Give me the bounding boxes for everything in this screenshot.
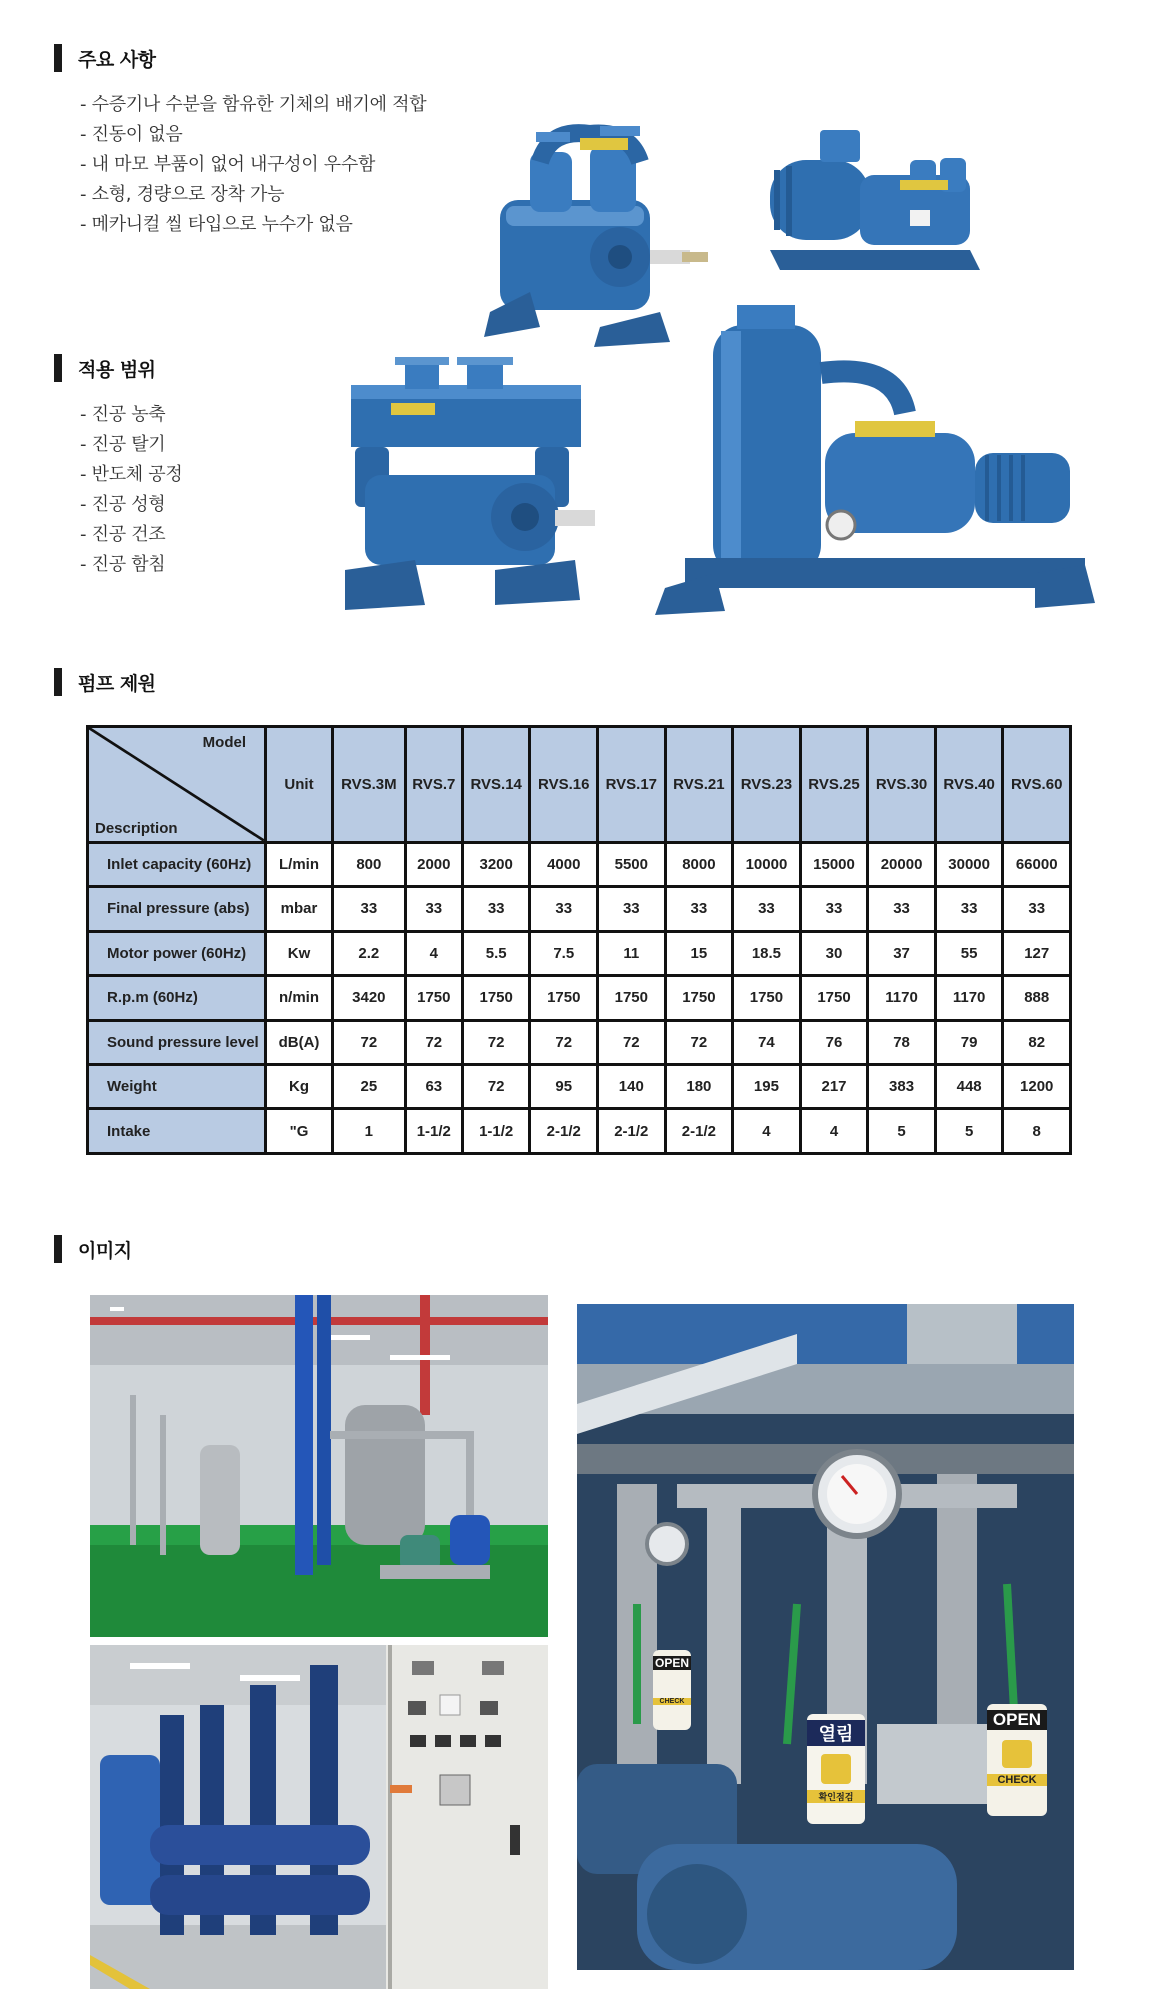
gallery-title: 이미지 (78, 1239, 132, 1262)
table-cell: 4000 (530, 842, 598, 886)
list-item: - 내 마모 부품이 없어 내구성이 우수함 (80, 154, 376, 175)
row-label: Motor power (60Hz) (88, 931, 266, 975)
table-cell: 72 (530, 1020, 598, 1064)
table-cell: 72 (462, 1064, 530, 1108)
list-item: - 진동이 없음 (80, 124, 183, 145)
specs-title: 펌프 제원 (78, 672, 156, 695)
table-cell: 800 (333, 842, 406, 886)
table-cell: 2.2 (333, 931, 406, 975)
row-unit: Kg (266, 1064, 333, 1108)
table-cell: 55 (935, 931, 1003, 975)
table-cell: 33 (1003, 887, 1071, 931)
table-row (88, 976, 1071, 1020)
applications-heading (54, 353, 156, 383)
row-unit: "G (266, 1109, 333, 1154)
table-cell: 72 (405, 1020, 462, 1064)
applications-list (80, 400, 182, 580)
row-unit: mbar (266, 887, 333, 931)
table-cell: 8000 (665, 842, 733, 886)
table-cell: 888 (1003, 976, 1071, 1020)
table-cell: 74 (733, 1020, 801, 1064)
table-cell: 33 (868, 887, 936, 931)
table-cell: 8 (1003, 1109, 1071, 1154)
header-unit: Unit (266, 727, 333, 843)
table-row (88, 931, 1071, 975)
table-cell: 95 (530, 1064, 598, 1108)
table-cell: 195 (733, 1064, 801, 1108)
table-cell: 1200 (1003, 1064, 1071, 1108)
tag-open-kr-label: 열림 (807, 1720, 865, 1746)
features-list (80, 90, 426, 240)
table-cell: 4 (733, 1109, 801, 1154)
list-item: - 진공 성형 (80, 494, 166, 515)
table-cell: 30000 (935, 842, 1003, 886)
table-cell: 1750 (598, 976, 666, 1020)
table-cell: 2-1/2 (665, 1109, 733, 1154)
table-cell: 4 (405, 931, 462, 975)
photo-valves-with-tags (577, 1304, 1074, 1970)
table-row (88, 1064, 1071, 1108)
list-item: - 메카니컬 씰 타입으로 누수가 없음 (80, 214, 353, 235)
features-heading (54, 43, 156, 73)
features-title: 주요 사항 (78, 48, 156, 71)
table-cell: 33 (462, 887, 530, 931)
table-row (88, 1020, 1071, 1064)
table-cell: 1750 (733, 976, 801, 1020)
heading-bar (54, 1235, 62, 1263)
header-description-label: Description (95, 819, 178, 837)
table-cell: 3200 (462, 842, 530, 886)
row-label: Inlet capacity (60Hz) (88, 842, 266, 886)
tag-check-label: CHECK (653, 1698, 691, 1705)
table-cell: 79 (935, 1020, 1003, 1064)
header-model-label: Model (202, 734, 246, 751)
table-cell: 72 (598, 1020, 666, 1064)
table-cell: 1170 (935, 976, 1003, 1020)
table-cell: 15 (665, 931, 733, 975)
header-model: RVS.23 (733, 727, 801, 843)
header-model: RVS.60 (1003, 727, 1071, 843)
table-row (88, 887, 1071, 931)
header-model: RVS.17 (598, 727, 666, 843)
pump-image-compact (760, 120, 1000, 280)
table-cell: 2000 (405, 842, 462, 886)
heading-bar (54, 668, 62, 696)
row-label: Final pressure (abs) (88, 887, 266, 931)
table-cell: 20000 (868, 842, 936, 886)
heading-bar (54, 44, 62, 72)
table-cell: 5.5 (462, 931, 530, 975)
gallery-heading (54, 1234, 132, 1264)
table-cell: 33 (665, 887, 733, 931)
row-label: Weight (88, 1064, 266, 1108)
table-cell: 180 (665, 1064, 733, 1108)
table-cell: 63 (405, 1064, 462, 1108)
table-row (88, 1109, 1071, 1154)
list-item: - 진공 농축 (80, 404, 166, 425)
header-model-description (88, 727, 266, 843)
table-cell: 5 (935, 1109, 1003, 1154)
tag-open-label: OPEN (654, 1656, 689, 1670)
list-item: - 진공 탈기 (80, 434, 166, 455)
table-cell: 1750 (530, 976, 598, 1020)
valves-scene (577, 1304, 1074, 1970)
pump-image-liquid-ring-b (345, 355, 615, 615)
table-cell: 18.5 (733, 931, 801, 975)
table-cell: 1170 (868, 976, 936, 1020)
table-cell: 7.5 (530, 931, 598, 975)
table-cell: 1 (333, 1109, 406, 1154)
header-model: RVS.25 (800, 727, 868, 843)
header-model: RVS.14 (462, 727, 530, 843)
table-cell: 72 (665, 1020, 733, 1064)
tag-hazard-icon (1002, 1740, 1032, 1768)
table-cell: 33 (935, 887, 1003, 931)
table-cell: 3420 (333, 976, 406, 1020)
table-cell: 33 (598, 887, 666, 931)
table-cell: 72 (462, 1020, 530, 1064)
table-cell: 2-1/2 (530, 1109, 598, 1154)
specs-heading (54, 667, 156, 697)
table-cell: 127 (1003, 931, 1071, 975)
table-cell: 33 (800, 887, 868, 931)
tag-open-korean (807, 1714, 865, 1824)
tag-open-large (987, 1704, 1047, 1816)
table-cell: 10000 (733, 842, 801, 886)
table-cell: 33 (530, 887, 598, 931)
header-model: RVS.21 (665, 727, 733, 843)
table-cell: 30 (800, 931, 868, 975)
table-cell: 5500 (598, 842, 666, 886)
table-cell: 1-1/2 (462, 1109, 530, 1154)
header-model: RVS.30 (868, 727, 936, 843)
table-cell: 217 (800, 1064, 868, 1108)
table-cell: 66000 (1003, 842, 1071, 886)
row-label: R.p.m (60Hz) (88, 976, 266, 1020)
table-cell: 1750 (405, 976, 462, 1020)
list-item: - 반도체 공정 (80, 464, 183, 485)
spec-table (86, 725, 1072, 1155)
table-cell: 1-1/2 (405, 1109, 462, 1154)
header-model: RVS.40 (935, 727, 1003, 843)
tag-open-label: OPEN (987, 1710, 1047, 1730)
table-cell: 4 (800, 1109, 868, 1154)
table-cell: 72 (333, 1020, 406, 1064)
table-cell: 1750 (462, 976, 530, 1020)
tag-check-kr-label: 확인점검 (807, 1790, 865, 1803)
table-cell: 78 (868, 1020, 936, 1064)
row-unit: dB(A) (266, 1020, 333, 1064)
tag-open-small (653, 1650, 691, 1730)
list-item: - 수증기나 수분을 함유한 기체의 배기에 적합 (80, 94, 427, 115)
header-model: RVS.3M (333, 727, 406, 843)
table-cell: 1750 (665, 976, 733, 1020)
table-cell: 1750 (800, 976, 868, 1020)
row-unit: Kw (266, 931, 333, 975)
row-unit: n/min (266, 976, 333, 1020)
list-item: - 소형, 경량으로 장착 가능 (80, 184, 285, 205)
table-cell: 76 (800, 1020, 868, 1064)
table-cell: 140 (598, 1064, 666, 1108)
table-cell: 37 (868, 931, 936, 975)
table-cell: 33 (405, 887, 462, 931)
row-label: Intake (88, 1109, 266, 1154)
list-item: - 진공 함침 (80, 554, 166, 575)
heading-bar (54, 354, 62, 382)
list-item: - 진공 건조 (80, 524, 166, 545)
table-cell: 2-1/2 (598, 1109, 666, 1154)
pump-image-package-system (655, 303, 1095, 618)
table-cell: 25 (333, 1064, 406, 1108)
table-header-row (88, 727, 1071, 843)
table-cell: 15000 (800, 842, 868, 886)
row-unit: L/min (266, 842, 333, 886)
header-model: RVS.7 (405, 727, 462, 843)
photo-pump-room-green-floor (90, 1295, 548, 1637)
row-label: Sound pressure level (88, 1020, 266, 1064)
photo-pump-bank-control-panel (90, 1645, 548, 1989)
table-cell: 33 (733, 887, 801, 931)
table-cell: 383 (868, 1064, 936, 1108)
tag-check-label: CHECK (987, 1774, 1047, 1786)
table-cell: 11 (598, 931, 666, 975)
spec-table-body (88, 842, 1071, 1153)
table-row (88, 842, 1071, 886)
applications-title: 적용 범위 (78, 358, 156, 381)
table-cell: 33 (333, 887, 406, 931)
header-model: RVS.16 (530, 727, 598, 843)
table-cell: 82 (1003, 1020, 1071, 1064)
table-cell: 5 (868, 1109, 936, 1154)
tag-hazard-icon (821, 1754, 851, 1784)
table-cell: 448 (935, 1064, 1003, 1108)
